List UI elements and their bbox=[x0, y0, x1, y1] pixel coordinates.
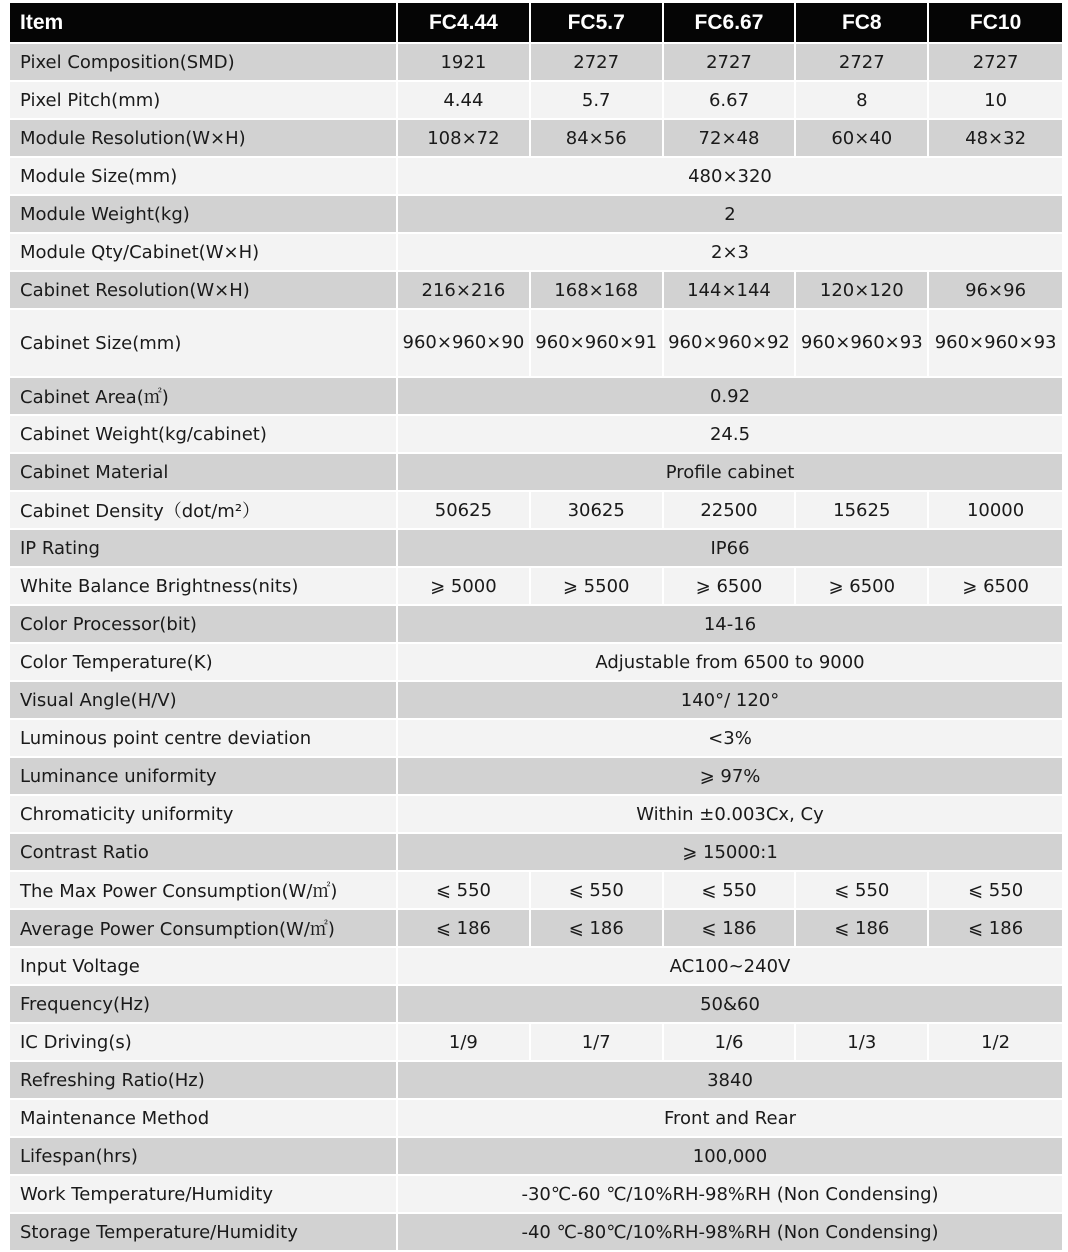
row-label: Contrast Ratio bbox=[10, 834, 398, 872]
table-row bbox=[10, 44, 1062, 82]
row-value: 8 bbox=[796, 82, 929, 120]
row-value: ⩽ 186 bbox=[796, 910, 929, 948]
row-label: Pixel Pitch(mm) bbox=[10, 82, 398, 120]
row-value: 22500 bbox=[664, 492, 797, 530]
table-row bbox=[10, 272, 1062, 310]
row-value: 6.67 bbox=[664, 82, 797, 120]
header-model: FC5.7 bbox=[531, 3, 664, 44]
row-value: ⩾ 6500 bbox=[796, 568, 929, 606]
row-value: 1/6 bbox=[664, 1024, 797, 1062]
row-merged-value: 2 bbox=[398, 196, 1062, 234]
row-value: ⩾ 6500 bbox=[929, 568, 1062, 606]
row-value: 60×40 bbox=[796, 120, 929, 158]
table-row bbox=[10, 416, 1062, 454]
table-row bbox=[10, 492, 1062, 530]
table-row bbox=[10, 644, 1062, 682]
row-merged-value: 140°/ 120° bbox=[398, 682, 1062, 720]
row-label: IC Driving(s) bbox=[10, 1024, 398, 1062]
row-value: ⩽ 186 bbox=[929, 910, 1062, 948]
row-merged-value: -40 ℃-80℃/10%RH-98%RH (Non Condensing) bbox=[398, 1214, 1062, 1252]
table-row bbox=[10, 568, 1062, 606]
row-merged-value: 14-16 bbox=[398, 606, 1062, 644]
row-value: 72×48 bbox=[664, 120, 797, 158]
row-merged-value: 0.92 bbox=[398, 378, 1062, 416]
row-value: 960×960×90 bbox=[398, 310, 531, 378]
table-row bbox=[10, 120, 1062, 158]
row-value: ⩾ 5000 bbox=[398, 568, 531, 606]
row-merged-value: ⩾ 97% bbox=[398, 758, 1062, 796]
table-header bbox=[10, 3, 1062, 44]
header-model: FC8 bbox=[796, 3, 929, 44]
row-label: Storage Temperature/Humidity bbox=[10, 1214, 398, 1252]
row-label: Maintenance Method bbox=[10, 1100, 398, 1138]
table-row bbox=[10, 986, 1062, 1024]
row-value: 960×960×92 bbox=[664, 310, 797, 378]
row-value: 84×56 bbox=[531, 120, 664, 158]
row-label: Chromaticity uniformity bbox=[10, 796, 398, 834]
row-label: Cabinet Resolution(W×H) bbox=[10, 272, 398, 310]
table-row bbox=[10, 310, 1062, 378]
table-row bbox=[10, 196, 1062, 234]
row-value: ⩽ 550 bbox=[398, 872, 531, 910]
row-merged-value: -30℃-60 ℃/10%RH-98%RH (Non Condensing) bbox=[398, 1176, 1062, 1214]
table-row bbox=[10, 158, 1062, 196]
table-row bbox=[10, 1024, 1062, 1062]
table-row bbox=[10, 530, 1062, 568]
row-value: ⩽ 550 bbox=[531, 872, 664, 910]
row-label: Cabinet Material bbox=[10, 454, 398, 492]
row-label: IP Rating bbox=[10, 530, 398, 568]
table-row bbox=[10, 234, 1062, 272]
row-label: The Max Power Consumption(W/㎡) bbox=[10, 872, 398, 910]
header-item: Item bbox=[10, 3, 398, 44]
table-row bbox=[10, 1100, 1062, 1138]
row-value: ⩽ 550 bbox=[929, 872, 1062, 910]
row-label: Module Resolution(W×H) bbox=[10, 120, 398, 158]
row-value: 2727 bbox=[796, 44, 929, 82]
row-value: 10 bbox=[929, 82, 1062, 120]
row-value: 50625 bbox=[398, 492, 531, 530]
row-label: Refreshing Ratio(Hz) bbox=[10, 1062, 398, 1100]
row-value: 5.7 bbox=[531, 82, 664, 120]
row-label: Frequency(Hz) bbox=[10, 986, 398, 1024]
row-value: 15625 bbox=[796, 492, 929, 530]
row-merged-value: IP66 bbox=[398, 530, 1062, 568]
row-merged-value: 480×320 bbox=[398, 158, 1062, 196]
row-merged-value: AC100~240V bbox=[398, 948, 1062, 986]
table-row bbox=[10, 454, 1062, 492]
table-row bbox=[10, 910, 1062, 948]
row-value: 2727 bbox=[929, 44, 1062, 82]
row-value: 216×216 bbox=[398, 272, 531, 310]
header-row bbox=[10, 3, 1062, 44]
row-label: Pixel Composition(SMD) bbox=[10, 44, 398, 82]
table-row bbox=[10, 82, 1062, 120]
row-merged-value: Profile cabinet bbox=[398, 454, 1062, 492]
row-value: ⩽ 186 bbox=[398, 910, 531, 948]
row-value: 1921 bbox=[398, 44, 531, 82]
row-value: 96×96 bbox=[929, 272, 1062, 310]
row-value: 4.44 bbox=[398, 82, 531, 120]
row-merged-value: 3840 bbox=[398, 1062, 1062, 1100]
row-value: 168×168 bbox=[531, 272, 664, 310]
table-row bbox=[10, 796, 1062, 834]
row-value: ⩾ 6500 bbox=[664, 568, 797, 606]
table-row bbox=[10, 1214, 1062, 1252]
row-value: 960×960×93 bbox=[929, 310, 1062, 378]
table-row bbox=[10, 720, 1062, 758]
table-row bbox=[10, 606, 1062, 644]
row-label: Luminance uniformity bbox=[10, 758, 398, 796]
row-value: 2727 bbox=[531, 44, 664, 82]
row-value: ⩽ 550 bbox=[796, 872, 929, 910]
row-value: 108×72 bbox=[398, 120, 531, 158]
row-value: 960×960×93 bbox=[796, 310, 929, 378]
row-value: 48×32 bbox=[929, 120, 1062, 158]
table-row bbox=[10, 758, 1062, 796]
table-row bbox=[10, 1138, 1062, 1176]
row-label: Average Power Consumption(W/㎡) bbox=[10, 910, 398, 948]
table-body bbox=[10, 44, 1062, 1252]
row-value: 144×144 bbox=[664, 272, 797, 310]
table-row bbox=[10, 948, 1062, 986]
row-merged-value: <3% bbox=[398, 720, 1062, 758]
row-label: Cabinet Density（dot/m²） bbox=[10, 492, 398, 530]
row-value: 10000 bbox=[929, 492, 1062, 530]
header-model: FC4.44 bbox=[398, 3, 531, 44]
row-label: Module Size(mm) bbox=[10, 158, 398, 196]
row-label: Module Qty/Cabinet(W×H) bbox=[10, 234, 398, 272]
row-value: ⩽ 186 bbox=[531, 910, 664, 948]
row-merged-value: 24.5 bbox=[398, 416, 1062, 454]
row-merged-value: 2×3 bbox=[398, 234, 1062, 272]
row-value: 30625 bbox=[531, 492, 664, 530]
row-merged-value: 100,000 bbox=[398, 1138, 1062, 1176]
header-model: FC6.67 bbox=[664, 3, 797, 44]
row-value: 960×960×91 bbox=[531, 310, 664, 378]
row-label: Color Processor(bit) bbox=[10, 606, 398, 644]
row-value: 2727 bbox=[664, 44, 797, 82]
spec-table bbox=[10, 3, 1062, 1252]
row-label: Color Temperature(K) bbox=[10, 644, 398, 682]
row-label: Cabinet Area(㎡) bbox=[10, 378, 398, 416]
row-label: Cabinet Weight(kg/cabinet) bbox=[10, 416, 398, 454]
row-value: ⩽ 550 bbox=[664, 872, 797, 910]
row-label: Lifespan(hrs) bbox=[10, 1138, 398, 1176]
row-merged-value: Within ±0.003Cx, Cy bbox=[398, 796, 1062, 834]
table-row bbox=[10, 872, 1062, 910]
row-merged-value: Adjustable from 6500 to 9000 bbox=[398, 644, 1062, 682]
row-merged-value: ⩾ 15000:1 bbox=[398, 834, 1062, 872]
row-value: 1/7 bbox=[531, 1024, 664, 1062]
header-model: FC10 bbox=[929, 3, 1062, 44]
row-label: White Balance Brightness(nits) bbox=[10, 568, 398, 606]
row-value: ⩽ 186 bbox=[664, 910, 797, 948]
row-merged-value: 50&60 bbox=[398, 986, 1062, 1024]
row-value: ⩾ 5500 bbox=[531, 568, 664, 606]
row-value: 1/3 bbox=[796, 1024, 929, 1062]
row-label: Module Weight(kg) bbox=[10, 196, 398, 234]
table-row bbox=[10, 834, 1062, 872]
row-label: Input Voltage bbox=[10, 948, 398, 986]
row-label: Visual Angle(H/V) bbox=[10, 682, 398, 720]
row-label: Cabinet Size(mm) bbox=[10, 310, 398, 378]
row-value: 1/9 bbox=[398, 1024, 531, 1062]
table-row bbox=[10, 1062, 1062, 1100]
row-merged-value: Front and Rear bbox=[398, 1100, 1062, 1138]
row-value: 120×120 bbox=[796, 272, 929, 310]
table-row bbox=[10, 1176, 1062, 1214]
table-row bbox=[10, 682, 1062, 720]
row-label: Work Temperature/Humidity bbox=[10, 1176, 398, 1214]
table-row bbox=[10, 378, 1062, 416]
row-value: 1/2 bbox=[929, 1024, 1062, 1062]
row-label: Luminous point centre deviation bbox=[10, 720, 398, 758]
